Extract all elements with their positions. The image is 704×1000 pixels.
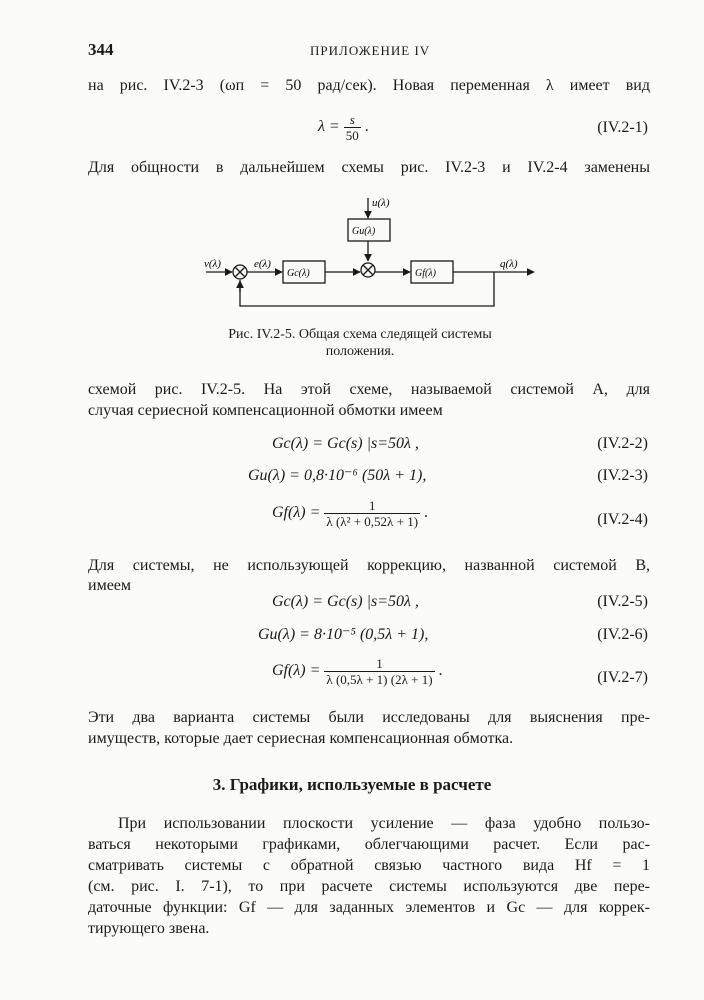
eq-denominator: λ (0,5λ + 1) (2λ + 1): [326, 672, 433, 687]
eq-numerator: 1: [324, 656, 434, 672]
text-line: даточные функции: Gf — для заданных элементов и Gc — для коррек-: [88, 899, 650, 916]
eq-tail: .: [438, 662, 443, 680]
eq-lhs: Gf(λ) =: [272, 504, 321, 522]
text-line: случая сериесной компенсационной обмотки имеем: [88, 402, 443, 419]
running-title: ПРИЛОЖЕНИЕ IV: [310, 43, 431, 58]
equation-number: (IV.2-7): [597, 669, 648, 686]
equation-lambda: [318, 112, 369, 143]
block-diagram: [200, 192, 540, 314]
figure-caption-line2: положения.: [325, 344, 395, 359]
equation: [272, 656, 443, 687]
eq-fraction: [344, 112, 361, 143]
text-line: (см. рис. I. 7-1), то при расчете системы используются две пере-: [88, 878, 650, 895]
text-line: Эти два варианта системы были исследованы для выяснения пре-: [88, 709, 650, 726]
eq-tail: .: [424, 504, 429, 522]
text-line: схемой рис. IV.2-5. На этой схеме, называемой системой A, для: [88, 381, 650, 398]
eq-fraction: [324, 498, 420, 529]
eq-tail: .: [364, 118, 369, 136]
label-q: q(λ): [500, 258, 518, 270]
eq-fraction: [324, 656, 434, 687]
equation: Gc(λ) = Gc(s) |s=50λ ,: [272, 435, 419, 452]
equation-number: (IV.2-1): [597, 119, 648, 136]
eq-denominator: 50: [345, 128, 359, 143]
label-gc: Gc(λ): [287, 268, 310, 279]
eq-numerator: 1: [324, 498, 420, 514]
text-line: имеем: [88, 577, 132, 594]
eq-numerator: s: [344, 112, 361, 128]
text-line: ваться некоторыми графиками, облегчающими расчет. Если рас-: [88, 836, 650, 853]
equation-number: (IV.2-2): [597, 435, 648, 452]
text-line: Для системы, не использующей коррекцию, названной системой B,: [88, 557, 650, 574]
equation: [272, 498, 428, 529]
text-line: сматривать системы с обратной связью частного вида Hf = 1: [88, 857, 650, 874]
figure-caption-line1: Рис. IV.2-5. Общая схема следящей системы: [228, 327, 492, 342]
label-e: e(λ): [254, 258, 271, 270]
section-heading: 3. Графики, используемые в расчете: [212, 775, 492, 794]
text-line: тирующего звена.: [88, 920, 210, 937]
text-line: на рис. IV.2-3 (ωп = 50 рад/сек). Новая переменная λ имеет вид: [88, 77, 650, 94]
eq-lhs: λ =: [318, 118, 340, 136]
equation-number: (IV.2-6): [597, 626, 648, 643]
equation-number: (IV.2-5): [597, 593, 648, 610]
text-line: имуществ, которые дает сериесная компенсационная обмотка.: [88, 730, 514, 747]
eq-lhs: Gf(λ) =: [272, 662, 321, 680]
label-v: v(λ): [204, 258, 221, 270]
equation-number: (IV.2-4): [597, 511, 648, 528]
label-gf: Gf(λ): [415, 268, 436, 279]
text-line: При использовании плоскости усиление — фаза удобно пользо-: [118, 815, 650, 832]
equation: Gu(λ) = 0,8·10⁻⁶ (50λ + 1),: [248, 467, 427, 484]
eq-denominator: λ (λ² + 0,52λ + 1): [326, 514, 419, 529]
equation: Gc(λ) = Gc(s) |s=50λ ,: [272, 593, 419, 610]
label-gu: Gu(λ): [352, 226, 376, 237]
text-line: Для общности в дальнейшем схемы рис. IV.2-3 и IV.2-4 заменены: [88, 159, 650, 176]
equation: Gu(λ) = 8·10⁻⁵ (0,5λ + 1),: [258, 626, 429, 643]
page-number: 344: [88, 40, 114, 59]
label-u: u(λ): [372, 197, 390, 209]
equation-number: (IV.2-3): [597, 467, 648, 484]
